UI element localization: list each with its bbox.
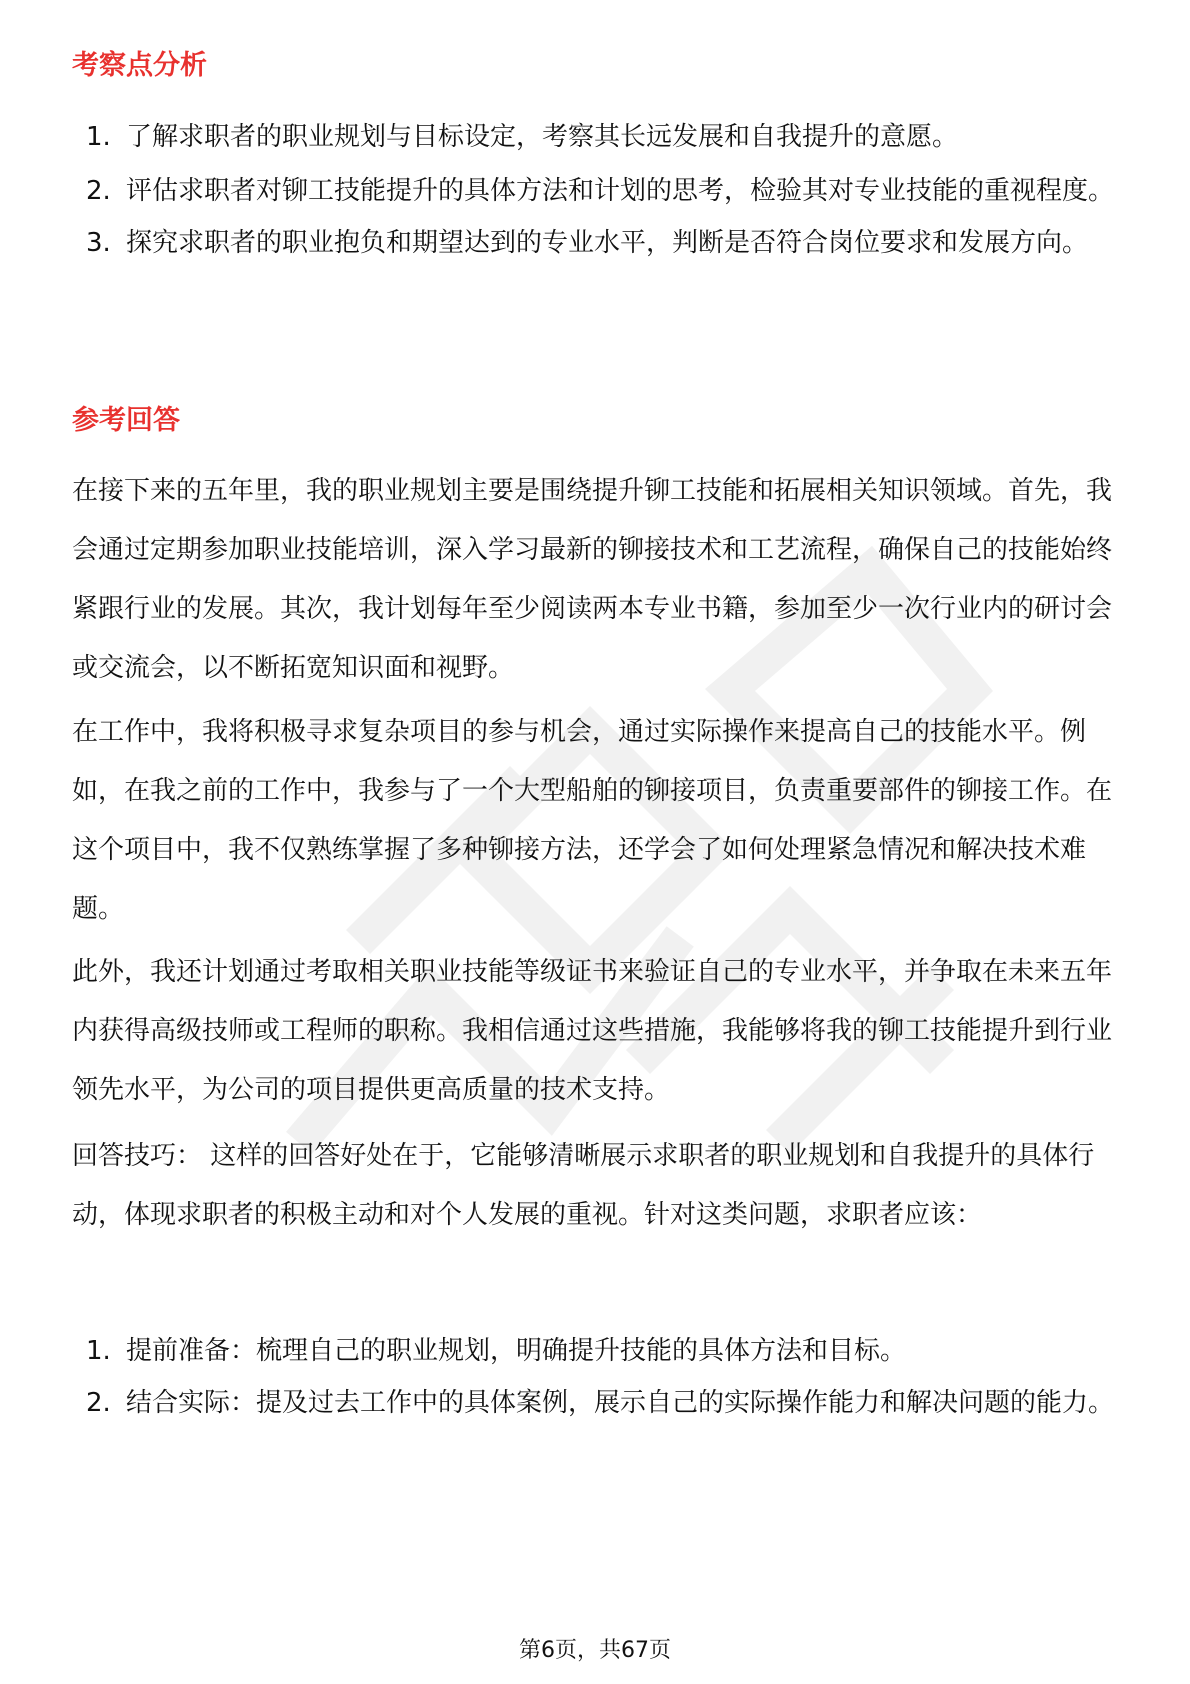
answer-paragraph-3: 此外，我还计划通过考取相关职业技能等级证书来验证自己的专业水平，并争取在未来五年内获得高级技师或工程师的职称。我相信通过这些措施，我能够将我的铆工技能提升到行业领先水平，为公司的项目提供更高质量的技术支持。: [72, 957, 1113, 1105]
list-item-number: 3.: [86, 228, 111, 258]
section-title-reference: 参考回答: [72, 405, 180, 436]
list-item: [72, 1322, 1120, 1380]
list-item-text: 了解求职者的职业规划与目标设定，考察其长远发展和自我提升的意愿。: [126, 122, 959, 152]
list-item-number: 1.: [86, 1336, 111, 1366]
list-item-text: 评估求职者对铆工技能提升的具体方法和计划的思考，检验其对专业技能的重视程度。: [126, 176, 1115, 206]
list-item: [72, 108, 1120, 166]
list-item-text: 探究求职者的职业抱负和期望达到的专业水平，判断是否符合岗位要求和发展方向。: [126, 228, 1089, 258]
list-item-number: 2.: [86, 1388, 111, 1418]
answer-paragraph-2: 在工作中，我将积极寻求复杂项目的参与机会，通过实际操作来提高自己的技能水平。例如，在我之前的工作中，我参与了一个大型船舶的铆接项目，负责重要部件的铆接工作。在这个项目中，我不仅熟练掌握了多种铆接方法，还学会了如何处理紧急情况和解决技术难题。: [72, 717, 1113, 924]
list-item-text: 结合实际：提及过去工作中的具体案例，展示自己的实际操作能力和解决问题的能力。: [126, 1388, 1115, 1418]
answer-paragraph-1: 在接下来的五年里，我的职业规划主要是围绕提升铆工技能和拓展相关知识领域。首先，我会通过定期参加职业技能培训，深入学习最新的铆接技术和工艺流程，确保自己的技能始终紧跟行业的发展。其次，我计划每年至少阅读两本专业书籍，参加至少一次行业内的研讨会或交流会，以不断拓宽知识面和视野。: [72, 476, 1113, 683]
list-item: [72, 162, 1120, 220]
list-item: [72, 214, 1120, 272]
answer-tips-paragraph: 回答技巧： 这样的回答好处在于，它能够清晰展示求职者的职业规划和自我提升的具体行动，体现求职者的积极主动和对个人发展的重视。针对这类问题，求职者应该：: [72, 1141, 1095, 1230]
page-number: 第6页，共67页: [519, 1638, 671, 1663]
analysis-list: [72, 108, 1120, 272]
list-item-number: 2.: [86, 176, 111, 206]
list-item-text: 提前准备：梳理自己的职业规划，明确提升技能的具体方法和目标。: [126, 1336, 907, 1366]
list-item-number: 1.: [86, 122, 111, 152]
list-item: [72, 1374, 1120, 1432]
section-title-analysis: 考察点分析: [72, 50, 207, 81]
tips-list: [72, 1322, 1120, 1432]
